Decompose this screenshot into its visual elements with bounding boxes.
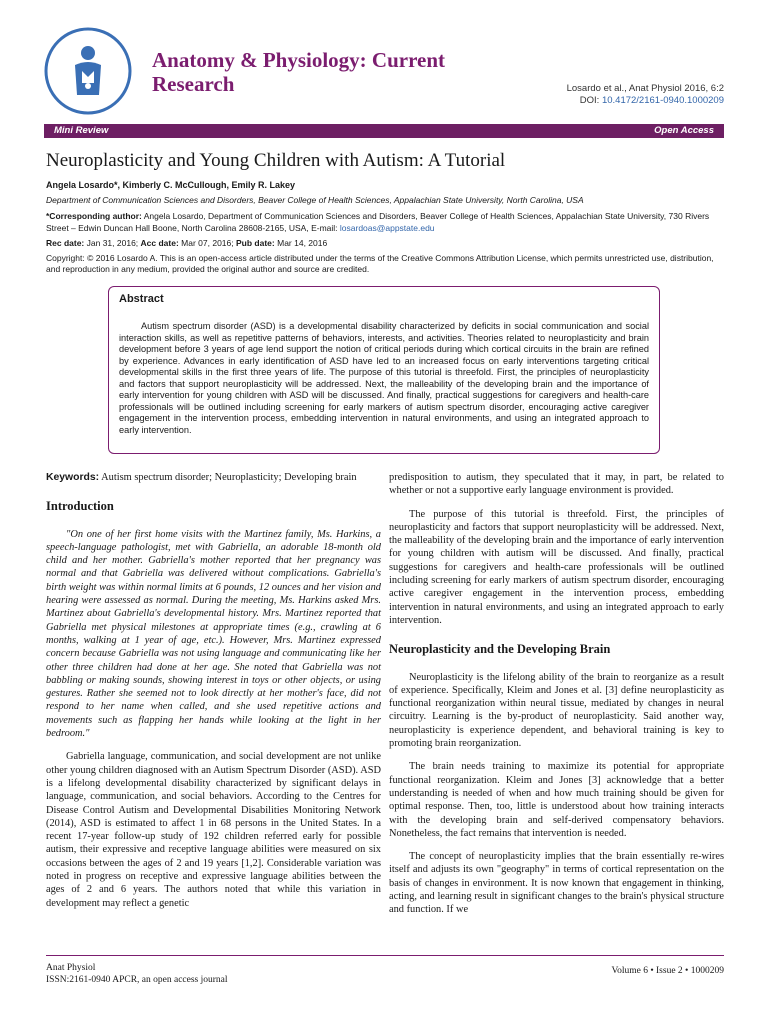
corresponding-label: *Corresponding author: xyxy=(46,211,142,221)
copyright-notice: Copyright: © 2016 Losardo A. This is an open-access article distributed under the terms of the Creative Commons Attribution License, which permits unrestricted use, distribution, and reproduction in any medium, provided the original author and source are credited. xyxy=(46,253,714,274)
right-paragraph-2: The purpose of this tutorial is threefold. First, the principles of neuroplasticity and factors that support neuroplasticity will be addressed. Next, the malleability of the developing brain and the importance of early intervention for young children with autism will be discussed. And finally, practical suggestions for caregivers and health-care professionals will be outlined including screening for early markers of autism spectrum disorder, encouraging active caregiver engagement in the intervention process, embedding intervention in natural environments, and using an integrated approach to early intervention. xyxy=(389,508,724,626)
neuro-paragraph-1: Neuroplasticity is the lifelong ability of the brain to reorganize as a result of experience. Specifically, Kleim and Jones et al. [3] define neuroplasticity as functional reorganization within neural tissue, mediated by changes in neural circuitry. Learning is the by-product of neuroplasticity. Said another way, neuroplasticity is experience dependent, and behavioral training is key to promoting brain reorganization. xyxy=(389,671,724,750)
abstract-heading: Abstract xyxy=(119,293,164,305)
author-list: Angela Losardo*, Kimberly C. McCullough, Emily R. Lakey xyxy=(46,180,296,190)
open-access-label: Open Access xyxy=(654,125,714,136)
article-type-label: Mini Review xyxy=(54,125,109,136)
abstract-box xyxy=(108,286,660,454)
left-column xyxy=(46,471,381,920)
neuro-paragraph-3: The concept of neuroplasticity implies that the brain essentially re-wires itself and adjusts its own "geography" in terms of cortical representation on the basis of changes in environment. It is now known that engagement in thinking, acting, and learning result in significant changes to the brain's physical structure and function. If we xyxy=(389,851,724,916)
footer-journal: Anat Physiol xyxy=(46,963,96,973)
right-column xyxy=(389,471,724,927)
doi-link[interactable]: 10.4172/2161-0940.1000209 xyxy=(601,95,724,106)
intro-paragraph: Gabriella language, communication, and social development are not unlike other young children diagnosed with an Autism Spectrum Disorder (ASD). ASD is a lifelong developmental disability characterized by significant delays in language, communication, and social behaviors. According to the Centres for Disease Control Autism and Developmental Disabilities Monitoring Network (2014), ASD is estimated to affect 1 in 68 persons in the United States. In a recent 17-year follow-up study of 192 children referred early for possible autism, their expressive and receptive language abilities were measured on six occasions between the ages of 2 and 19 years [1,2]. Considerable variation was noted in progress on receptive and expressive language abilities between the ages of 2 and 6 years. The authors noted that while this variation in development may reflect a genetic xyxy=(46,751,381,909)
acc-label: Acc date: xyxy=(140,238,179,248)
abstract-text: Autism spectrum disorder (ASD) is a developmental disability characterized by deficits in social communication and social interaction skills, as well as repetitive patterns of behaviors, interests, and activities. Theories related to neuroplasticity and brain development before 3 years of age lend support the notion of critical periods during which cortical circuits in the brain are refined by experience. Advances in early identification of ASD have led to an increased focus on early interventions targeting critical developmental skills in the first three years of life. The purpose of this tutorial is threefold. First, the principles of neuroplasticity and factors that support neuroplasticity will be addressed. Next, the malleability of the developing brain and the importance of early intervention for young children with ASD will be discussed. And finally, practical suggestions for caregivers and health-care professionals will be outlined including screening for early markers of autism spectrum disorder, encouraging active caregiver engagement in the intervention process, embedding intervention in natural environments, and using an integrated approach to early intervention. xyxy=(119,321,649,435)
footer-issn: ISSN:2161-0940 APCR, an open access journal xyxy=(46,975,228,985)
corresponding-author xyxy=(46,210,724,234)
acc-date: Mar 07, 2016; xyxy=(181,238,234,248)
citation-text: Losardo et al., Anat Physiol 2016, 6:2 xyxy=(566,83,724,94)
footer-divider xyxy=(46,955,724,956)
journal-title: Anatomy & Physiology: Current Research xyxy=(152,48,446,96)
doi-label: DOI: xyxy=(579,95,600,106)
neuro-paragraph-2: The brain needs training to maximize its potential for appropriate functional reorganization. Kleim and Jones [3] acknowledge that a better understanding is needed of when and how much training should be given for optimal response. Then, too, little is understood about how training interacts with the developing brain and self-derived compensatory behaviors. Nonetheless, the fact remains that intervention is needed. xyxy=(389,761,724,839)
right-paragraph-1: predisposition to autism, they speculated that it may, in part, be related to whether or not a supportive early language environment is provided. xyxy=(389,472,724,497)
email-link[interactable]: losardoas@appstate.edu xyxy=(339,223,435,233)
corresponding-text: Angela Losardo, Department of Communication Sciences and Disorders, Beaver College of Health Sciences, Appalachian State University, 730 Rivers Street – Edwin Duncan Hall Boone, North Carolina 28608-2165, USA, E-mail: xyxy=(46,211,710,233)
article-dates xyxy=(46,238,327,248)
pub-date: Mar 14, 2016 xyxy=(277,238,328,248)
journal-logo-icon xyxy=(42,25,134,117)
keywords-line xyxy=(46,471,381,484)
doi-line xyxy=(567,95,724,107)
article-type-bar xyxy=(44,124,724,138)
footer-left xyxy=(46,962,228,986)
author-affiliation: Department of Communication Sciences and Disorders, Beaver College of Health Sciences, Appalachian State University, North Carolina, USA xyxy=(46,195,584,205)
neuroplasticity-heading: Neuroplasticity and the Developing Brain xyxy=(389,642,611,657)
rec-label: Rec date: xyxy=(46,238,85,248)
introduction-heading: Introduction xyxy=(46,499,114,514)
keywords-text: Autism spectrum disorder; Neuroplasticity; Developing brain xyxy=(101,472,357,483)
intro-quote: "On one of her first home visits with the Martinez family, Ms. Harkins, a speech-language pathologist, met with Gabriella, an adorable 18-month old child and her mother. Gabriella's mother reported that her pregnancy was normal and that Gabriella was delivered without complications. Gabriella's birth weight was within normal limits at 6 pounds, 12 ounces and her vision and hearing were assessed as normal. During the meeting, Ms. Harkins asked Mrs. Martinez about Gabriella's developmental history. Mrs. Martinez reported that Gabriella met physical milestones at appropriate times (e.g., crawling at 6 months, walking at 1 year of age, etc.). However, Mrs. Martinez expressed concern because Gabriella was not using language and communicating like her other three children had done at her age. She noted that Gabriella was not babbling or making sounds, showing interest in toys or other objects, or using gestures. Rather she seemed not to look directly at her mother's face, did not respond to her name when called, and she used repetitive actions and movements such as flapping her hands while looking at the light in her bedroom." xyxy=(46,528,381,740)
keywords-label: Keywords: xyxy=(46,472,100,483)
footer-volume-info: Volume 6 • Issue 2 • 1000209 xyxy=(611,966,724,976)
paper-title: Neuroplasticity and Young Children with Autism: A Tutorial xyxy=(46,150,506,171)
citation-info xyxy=(567,83,724,107)
rec-date: Jan 31, 2016; xyxy=(86,238,139,248)
pub-label: Pub date: xyxy=(236,238,275,248)
